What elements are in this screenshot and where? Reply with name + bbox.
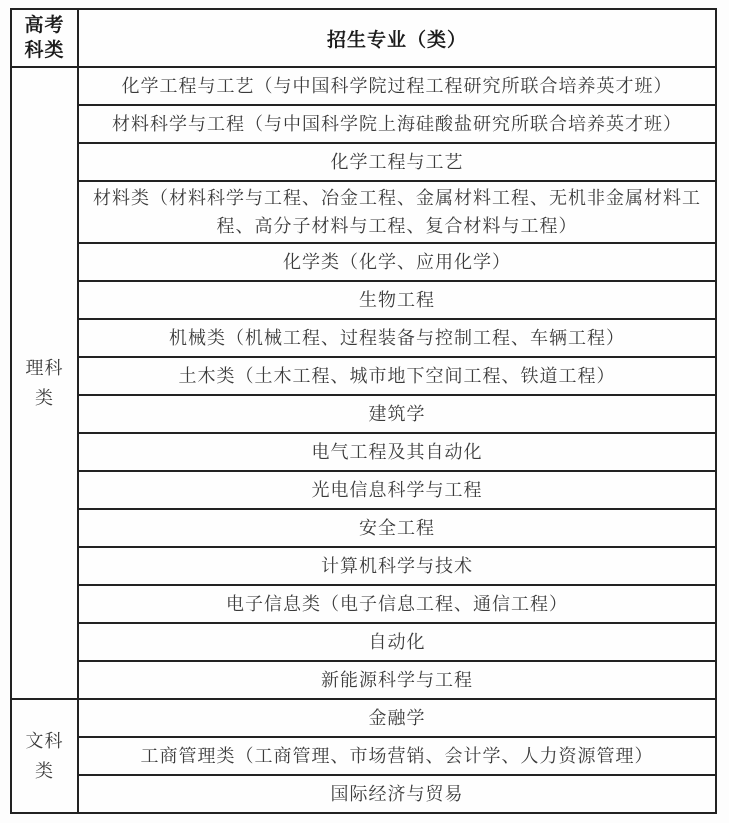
table-row bbox=[11, 623, 716, 661]
major-cell: 材料类（材料科学与工程、冶金工程、金属材料工程、无机非金属材料工程、高分子材料与工程、复合材料与工程） bbox=[78, 181, 716, 243]
table-row bbox=[11, 585, 716, 623]
major-cell: 国际经济与贸易 bbox=[78, 775, 716, 813]
major-cell: 工商管理类（工商管理、市场营销、会计学、人力资源管理） bbox=[78, 737, 716, 775]
table-row bbox=[11, 661, 716, 699]
header-row bbox=[11, 9, 716, 67]
table-row bbox=[11, 67, 716, 105]
table-row bbox=[11, 105, 716, 143]
major-cell: 建筑学 bbox=[78, 395, 716, 433]
table-row bbox=[11, 357, 716, 395]
table-row bbox=[11, 143, 716, 181]
major-cell: 化学类（化学、应用化学） bbox=[78, 243, 716, 281]
major-cell: 材料科学与工程（与中国科学院上海硅酸盐研究所联合培养英才班） bbox=[78, 105, 716, 143]
table-row bbox=[11, 775, 716, 813]
major-cell: 新能源科学与工程 bbox=[78, 661, 716, 699]
table-row bbox=[11, 737, 716, 775]
table-row bbox=[11, 509, 716, 547]
exam-category-header-cell: 高考科类 bbox=[11, 9, 78, 67]
table-row bbox=[11, 181, 716, 243]
table-header bbox=[11, 9, 716, 67]
table-row bbox=[11, 319, 716, 357]
major-cell: 光电信息科学与工程 bbox=[78, 471, 716, 509]
category-cell: 理科类 bbox=[11, 67, 78, 699]
table-body bbox=[11, 67, 716, 813]
major-cell: 土木类（土木工程、城市地下空间工程、铁道工程） bbox=[78, 357, 716, 395]
table-row bbox=[11, 433, 716, 471]
majors-header-cell: 招生专业（类） bbox=[78, 9, 716, 67]
major-cell: 安全工程 bbox=[78, 509, 716, 547]
table-row bbox=[11, 471, 716, 509]
major-cell: 计算机科学与技术 bbox=[78, 547, 716, 585]
category-cell: 文科类 bbox=[11, 699, 78, 813]
major-cell: 生物工程 bbox=[78, 281, 716, 319]
major-cell: 化学工程与工艺 bbox=[78, 143, 716, 181]
table-row bbox=[11, 243, 716, 281]
major-cell: 化学工程与工艺（与中国科学院过程工程研究所联合培养英才班） bbox=[78, 67, 716, 105]
major-cell: 自动化 bbox=[78, 623, 716, 661]
major-cell: 电子信息类（电子信息工程、通信工程） bbox=[78, 585, 716, 623]
major-cell: 电气工程及其自动化 bbox=[78, 433, 716, 471]
table-row bbox=[11, 699, 716, 737]
table-row bbox=[11, 547, 716, 585]
major-cell: 金融学 bbox=[78, 699, 716, 737]
admission-majors-table bbox=[10, 8, 717, 814]
major-cell: 机械类（机械工程、过程装备与控制工程、车辆工程） bbox=[78, 319, 716, 357]
table-row bbox=[11, 395, 716, 433]
table-row bbox=[11, 281, 716, 319]
